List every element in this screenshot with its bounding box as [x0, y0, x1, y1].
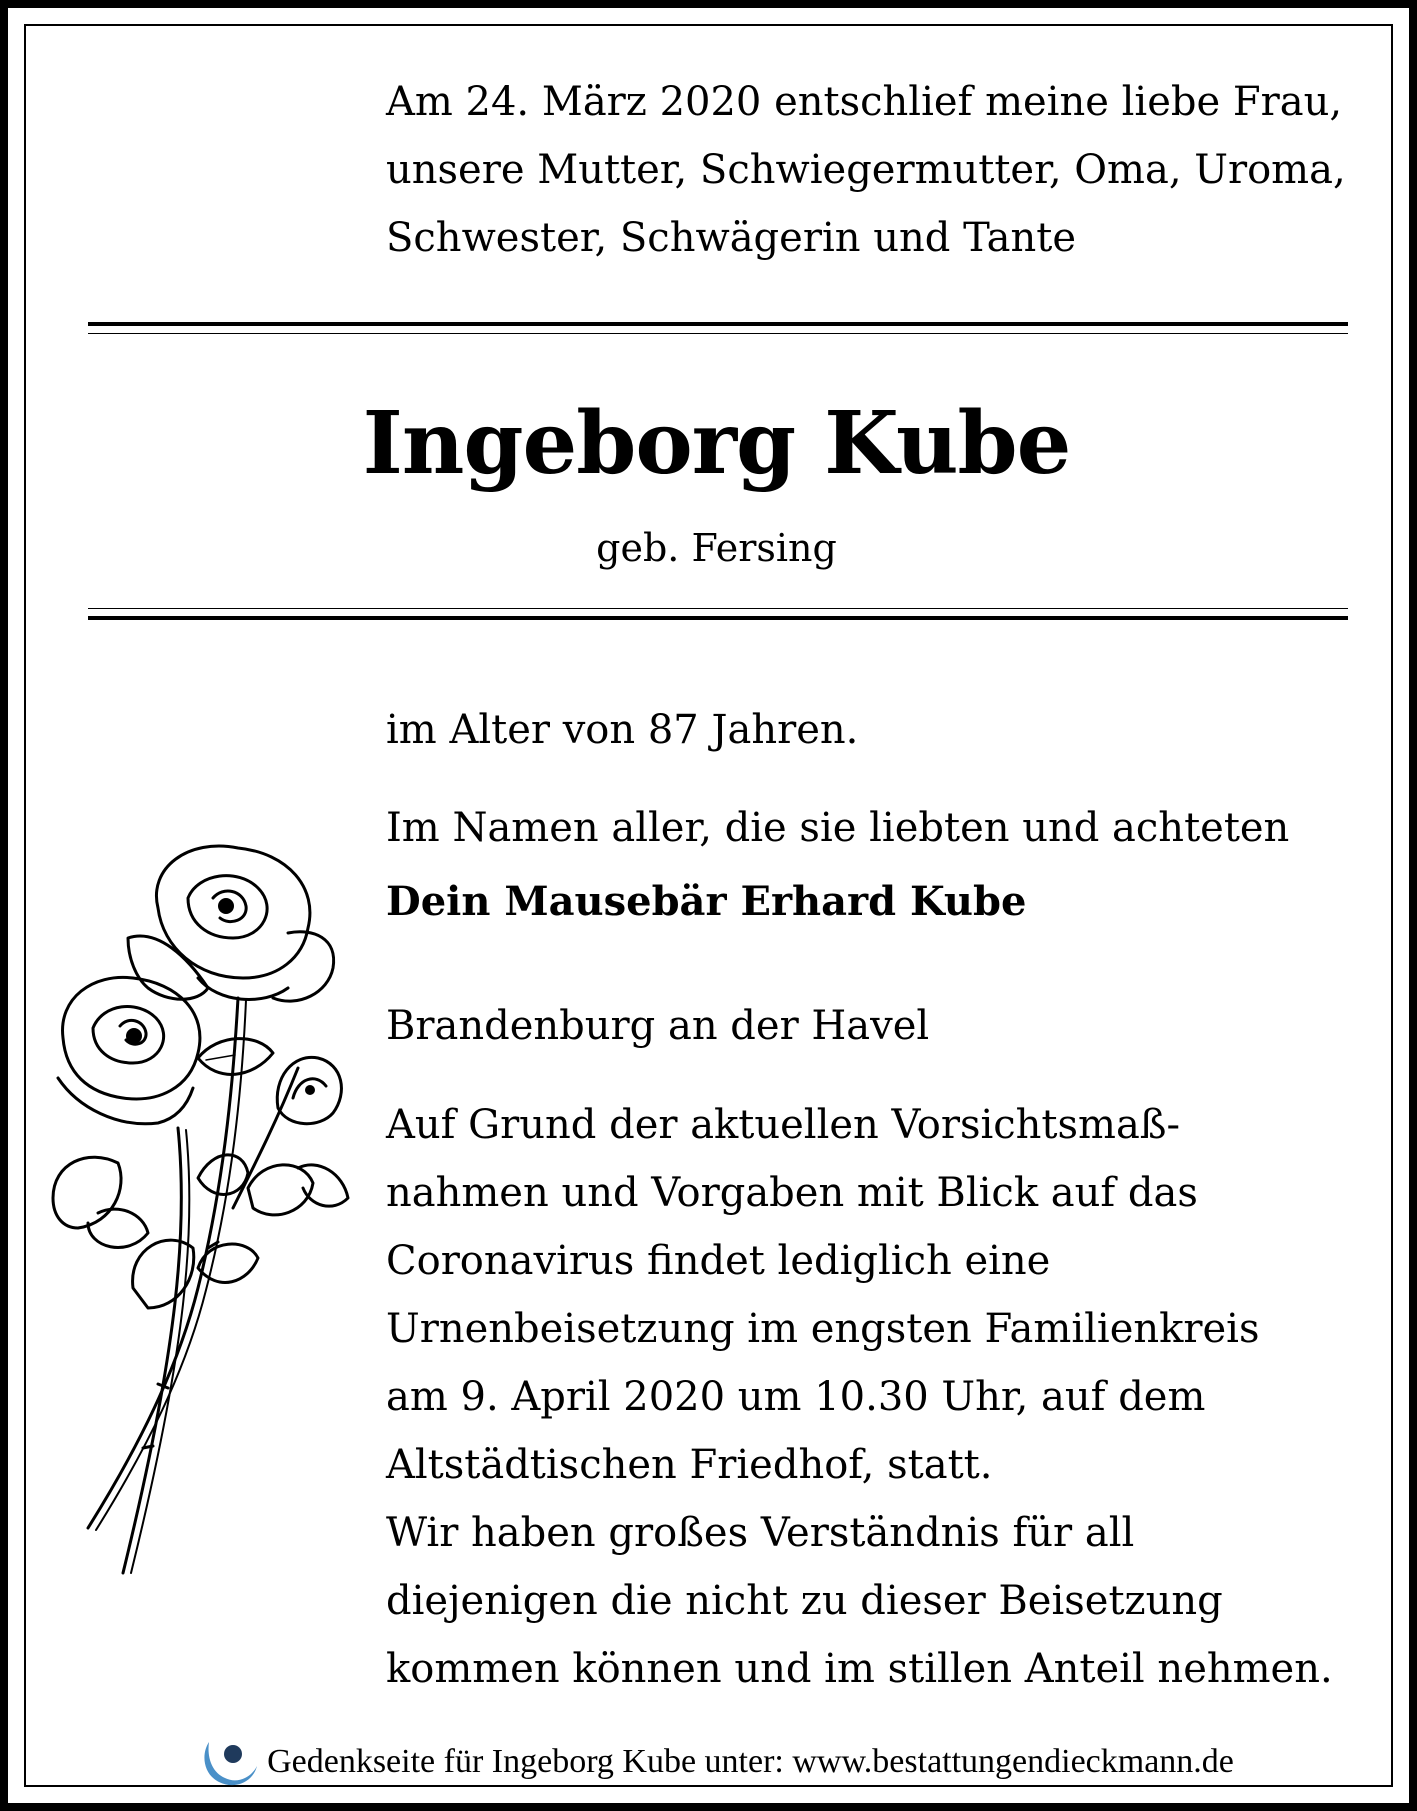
family-line: Im Namen aller, die sie liebten und achteten	[386, 805, 1290, 851]
memorial-page-footer	[8, 1732, 1417, 1790]
roses-illustration-icon	[48, 828, 378, 1588]
age-line: im Alter von 87 Jahren.	[386, 707, 859, 753]
notice-line: Wir haben großes Verständnis für all	[386, 1510, 1135, 1556]
top-double-rule	[88, 322, 1348, 334]
signer-name: Dein Mausebär Erhard Kube	[386, 878, 1027, 925]
notice-line: Urnenbeisetzung im engsten Familienkreis	[386, 1306, 1260, 1352]
maiden-name: geb. Fersing	[596, 526, 837, 570]
notice-line: nahmen und Vorgaben mit Blick auf das	[386, 1170, 1198, 1216]
bottom-double-rule	[88, 608, 1348, 620]
memorial-page-text: Gedenkseite für Ingeborg Kube unter: www.bestattungendieckmann.de	[267, 1743, 1234, 1781]
intro-line: Schwester, Schwägerin und Tante	[386, 215, 1076, 261]
notice-line: am 9. April 2020 um 10.30 Uhr, auf dem	[386, 1374, 1206, 1420]
notice-line: Coronavirus findet lediglich eine	[386, 1238, 1051, 1284]
notice-line: diejenigen die nicht zu dieser Beisetzung	[386, 1578, 1223, 1624]
city-line: Brandenburg an der Havel	[386, 1003, 930, 1049]
deceased-name: Ingeborg Kube	[362, 393, 1071, 494]
intro-line: unsere Mutter, Schwiegermutter, Oma, Uroma,	[386, 147, 1346, 193]
notice-line: Altstädtischen Friedhof, statt.	[386, 1442, 993, 1488]
funeral-notice	[386, 1091, 1333, 1703]
notice-line: Auf Grund der aktuellen Vorsichtsmaß-	[386, 1102, 1181, 1148]
notice-line: kommen können und im stillen Anteil nehmen.	[386, 1646, 1333, 1692]
crescent-dot-logo-icon	[199, 1734, 261, 1790]
intro-line: Am 24. März 2020 entschlief meine liebe Frau,	[386, 79, 1343, 125]
intro-text	[386, 68, 1346, 272]
